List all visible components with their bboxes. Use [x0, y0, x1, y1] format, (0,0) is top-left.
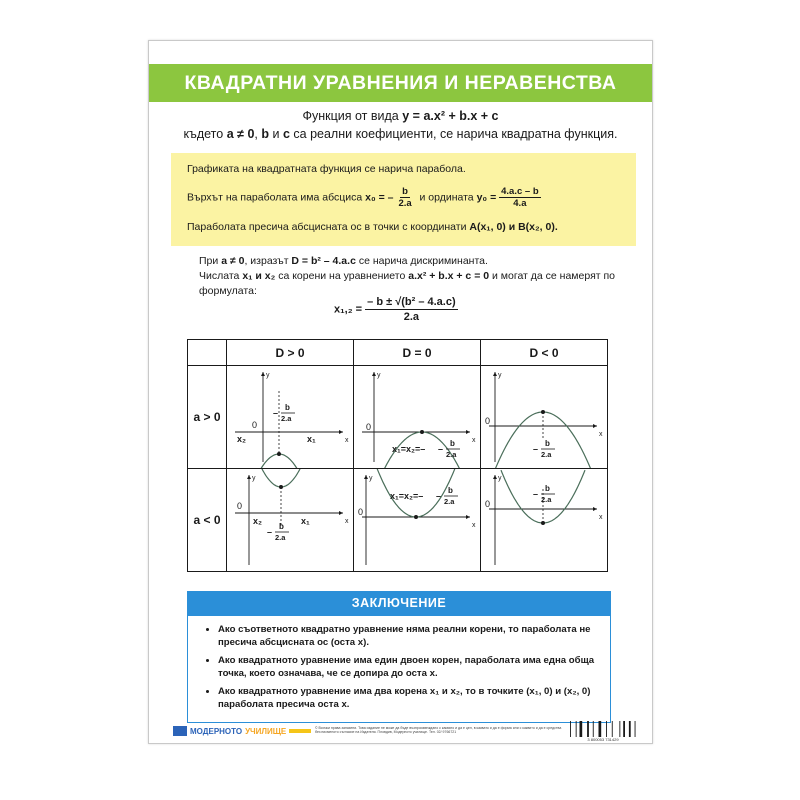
parabola-graph: [481, 469, 607, 571]
y-axis-arrow: [372, 372, 376, 376]
x-axis-label: x: [345, 518, 349, 525]
root-x1-label: x₁: [301, 516, 310, 526]
intro-b: b: [261, 127, 269, 141]
vertex-x-label-den: 2.a: [281, 414, 292, 423]
vertex-point: [277, 452, 281, 456]
vertex-x-label-num: b: [545, 484, 550, 493]
barcode-bar: [599, 721, 602, 737]
header-d-negative: D < 0: [481, 340, 608, 366]
parabola-graph: [227, 469, 353, 571]
intro-prefix: Функция от вида: [302, 109, 399, 123]
vertex-x-label-den: 2.a: [541, 495, 552, 504]
roots-eq: a.x² + b.x + c = 0: [408, 270, 490, 282]
logo-mark-icon: [173, 726, 187, 736]
origin-label: 0: [237, 501, 243, 511]
disc-cond: a ≠ 0: [221, 255, 245, 267]
conclusion-item: • Ако квадратното уравнение има един двоен корен, параболата има една обща точка, което означава, че се допира до оста x.: [218, 655, 600, 680]
vertex-line: [187, 186, 541, 209]
y-axis-label: y: [369, 475, 373, 482]
conclusion-item: • Ако квадратното уравнение има два корена x₁ и x₂, то в точките (x₁, 0) и (x₂, 0) параболата пресича оста x.: [218, 686, 600, 711]
fraction-numerator: 4.a.c – b: [501, 186, 539, 197]
parabola-info-box: [171, 153, 636, 246]
y-axis-arrow: [247, 475, 251, 479]
vertex-x-label-num: b: [279, 522, 284, 531]
intro-text: Функция от вида y = a.x² + b.x + c където a ≠ 0, b и c са реални коефициенти, се нарича квадратна функция.: [183, 109, 618, 141]
vertex-x-label-minus: –: [533, 444, 539, 454]
vertex-x-label-num: b: [285, 403, 290, 412]
x-axis-arrow: [593, 507, 597, 511]
header-d-positive: D > 0: [227, 340, 354, 366]
y-axis-arrow: [261, 372, 265, 376]
vertex-x-fraction: [396, 186, 413, 209]
intro-rest: са реални коефициенти, се нарича квадратна функция.: [293, 127, 618, 141]
parabola-curve: [495, 412, 593, 468]
x-axis-label: x: [599, 431, 603, 438]
disc-c: се нарича дискриминанта.: [358, 255, 488, 267]
parabola-graph: [354, 469, 480, 571]
intersection-line: [187, 221, 558, 233]
vertex-x-label-minus: –: [533, 489, 539, 499]
barcode-number: 3 800053 731429: [587, 737, 619, 742]
roots-b: са корени на уравнението: [278, 270, 406, 282]
row-header-a-positive: a > 0: [188, 366, 227, 469]
graph-cell: [354, 469, 481, 572]
disc-a: При: [199, 255, 219, 267]
disc-b: , изразът: [244, 255, 289, 267]
vertex-x-label-num: b: [545, 439, 550, 448]
y-axis-arrow: [493, 475, 497, 479]
discriminant-text: [199, 254, 619, 299]
vertex-x-label-den: 2.a: [541, 450, 552, 459]
roots-x: x₁ и x₂: [242, 270, 276, 282]
intro-where: където: [183, 127, 224, 141]
disc-expr: D = b² – 4.a.c: [291, 255, 356, 267]
y-axis-arrow: [493, 372, 497, 376]
vertex-point: [541, 521, 545, 525]
root-x2-label: x₂: [237, 434, 247, 444]
graph-cell: [227, 469, 354, 572]
publisher-logo: [173, 725, 311, 737]
vertex-x-label-den: 2.a: [444, 497, 455, 506]
parabola-cases-table: [187, 339, 608, 572]
barcode-bar: [606, 721, 607, 737]
barcode-bar: [580, 721, 583, 737]
y-axis-label: y: [252, 475, 256, 482]
x-axis-arrow: [593, 424, 597, 428]
graph-cell: [227, 366, 354, 469]
fraction-denominator: 4.a: [513, 198, 527, 209]
conclusion-box: [187, 615, 611, 723]
x-axis-label: x: [599, 514, 603, 521]
vertex-x-label-den: 2.a: [275, 533, 286, 542]
formula-denominator: 2.a: [403, 311, 420, 323]
vertex-mid: и ордината: [419, 191, 474, 204]
vertex-x0: x₀ = –: [365, 191, 394, 204]
double-root-label: x₁=x₂=–: [392, 444, 426, 454]
barcode-bar: [629, 721, 631, 737]
origin-label: 0: [252, 420, 258, 430]
barcode-bar: [619, 721, 620, 737]
intersection-points: A(x₁, 0) и B(x₂, 0).: [469, 221, 558, 233]
x-axis-arrow: [466, 515, 470, 519]
vertex-x-label-den: 2.a: [446, 450, 457, 459]
origin-label: 0: [366, 422, 372, 432]
origin-label: 0: [485, 499, 491, 509]
barcode-bar: [623, 721, 625, 737]
formula-numerator: – b ± √(b² – 4.a.c): [367, 296, 456, 308]
barcode-bar: [576, 721, 577, 737]
vertex-x-label-num: b: [448, 486, 453, 495]
page-title: КВАДРАТНИ УРАВНЕНИЯ И НЕРАВЕНСТВА: [184, 72, 617, 94]
parabola-graph: [481, 366, 607, 468]
pencil-icon: [289, 729, 311, 733]
fraction-denominator: 2.a: [398, 198, 412, 209]
vertex-x-label-minus: –: [436, 491, 442, 501]
legal-notice: © Всички права запазени. Това издание не може да бъде възпроизвеждано с каквато и да е цел, в каквато и да е форма или с каквито и да е средства без писменото съгласие на Издателя. Пловдив, Модерното училище. Тел. 02/ 9766721: [315, 726, 562, 734]
roots-formula: [334, 295, 458, 324]
vertex-prefix: Върхът на параболата има абсциса: [187, 191, 363, 204]
vertex-point: [279, 485, 283, 489]
barcode-bar: [635, 721, 636, 737]
graph-cell: [354, 366, 481, 469]
vertex-x-label-minus: –: [438, 444, 444, 454]
barcode-bar: [570, 721, 571, 737]
y-axis-label: y: [377, 372, 381, 379]
y-axis-label: y: [498, 475, 502, 482]
x-axis-label: x: [472, 437, 476, 444]
fraction-numerator: b: [402, 186, 408, 197]
graph-cell: [481, 469, 608, 572]
footer: [173, 725, 633, 742]
barcode-bar: [587, 721, 589, 737]
intro-c: c: [282, 127, 290, 141]
parabola-graph: [227, 366, 353, 468]
root-x2-label: x₂: [253, 516, 263, 526]
barcode-bar: [593, 721, 594, 737]
x-axis-arrow: [339, 430, 343, 434]
vertex-y0: y₀ =: [476, 191, 497, 204]
x-axis-arrow: [339, 511, 343, 515]
poster: [148, 40, 653, 744]
roots-a: Числата: [199, 270, 240, 282]
header-d-zero: D = 0: [354, 340, 481, 366]
vertex-y-fraction: [499, 186, 541, 209]
parabola-curve: [239, 454, 319, 468]
barcode-bar: [612, 721, 613, 737]
vertex-x-label-minus: –: [267, 527, 273, 537]
vertex-point: [414, 515, 418, 519]
formula-lhs: x₁,₂ =: [334, 303, 363, 316]
row-header-a-negative: a < 0: [188, 469, 227, 572]
formula-fraction: [365, 295, 457, 324]
vertex-point: [541, 410, 545, 414]
y-axis-arrow: [364, 475, 368, 479]
x-axis-arrow: [466, 430, 470, 434]
vertex-point: [420, 430, 424, 434]
y-axis-label: y: [266, 372, 270, 379]
parabola-graph: [354, 366, 480, 468]
intro-and: и: [272, 127, 280, 141]
x-axis-label: x: [472, 522, 476, 529]
roots-c: и могат да се намерят по формулата:: [199, 270, 616, 297]
conclusion-item: • Ако съответното квадратно уравнение няма реални корени, то параболата не пресича абсцисната ос (оста x).: [218, 624, 600, 649]
vertex-x-label-minus: –: [273, 408, 279, 418]
root-x1-label: x₁: [307, 434, 316, 444]
double-root-label: x₁=x₂=–: [390, 491, 424, 501]
vertex-x-label-num: b: [450, 439, 455, 448]
intro-cond: a ≠ 0: [226, 127, 255, 141]
origin-label: 0: [485, 416, 491, 426]
table-corner: [188, 340, 227, 366]
intersection-prefix: Параболата пресича абсцисната ос в точки с координати: [187, 221, 467, 233]
y-axis-label: y: [498, 372, 502, 379]
parabola-definition: Графиката на квадратната функция се нарича парабола.: [187, 163, 466, 175]
intro-formula: y = a.x² + b.x + c: [402, 109, 499, 123]
logo-text-school: УЧИЛИЩЕ: [245, 726, 287, 736]
graph-cell: [481, 366, 608, 469]
origin-label: 0: [358, 507, 364, 517]
conclusion-header: ЗАКЛЮЧЕНИЕ: [187, 591, 611, 615]
x-axis-label: x: [345, 437, 349, 444]
logo-text-modern: МОДЕРНОТО: [190, 726, 243, 736]
title-bar: [149, 64, 652, 102]
